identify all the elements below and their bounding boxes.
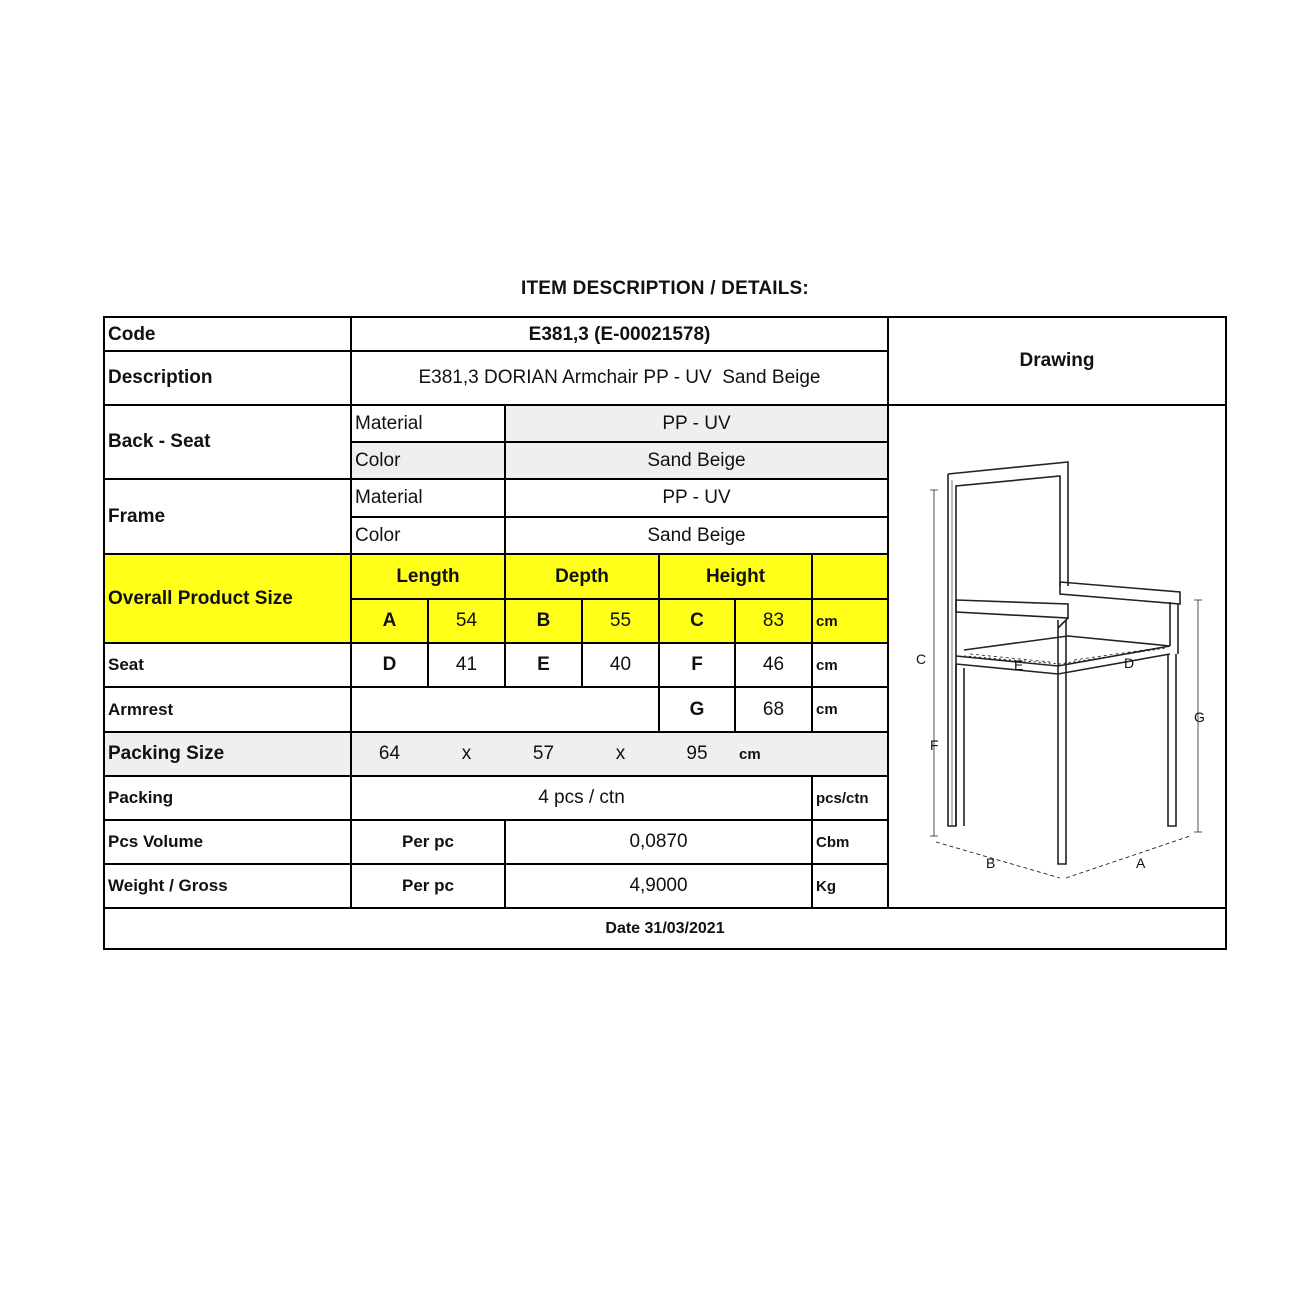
- page-title: ITEM DESCRIPTION / DETAILS:: [521, 278, 809, 299]
- dim-c-letter: C: [690, 610, 704, 631]
- dim-d-letter: D: [382, 654, 397, 675]
- packing-size-unit: cm: [739, 745, 761, 763]
- pcs-volume-per: Per pc: [402, 832, 454, 851]
- dim-a-letter: A: [382, 610, 397, 631]
- description-value: E381,3 DORIAN Armchair PP - UV Sand Beige: [418, 367, 821, 388]
- back-seat-material-label: Material: [355, 412, 423, 434]
- dim-e-letter: E: [537, 654, 550, 675]
- date-footer: Date 31/03/2021: [605, 919, 725, 937]
- back-seat-color: Sand Beige: [647, 449, 746, 471]
- packing-label: Packing: [108, 788, 174, 807]
- packing-size-width: 57: [532, 743, 555, 764]
- packing-size-label: Packing Size: [108, 743, 225, 764]
- dim-b-letter: B: [536, 610, 551, 631]
- drawing-header: Drawing: [1019, 350, 1095, 371]
- overall-unit: cm: [816, 612, 838, 630]
- drawing-label-f: F: [930, 737, 939, 753]
- dim-e-value: 40: [609, 654, 632, 675]
- pcs-volume-unit: Cbm: [816, 833, 850, 851]
- code-value: E381,3 (E-00021578): [528, 323, 711, 345]
- packing-value: 4 pcs / ctn: [538, 787, 625, 808]
- back-seat-label: Back - Seat: [108, 431, 211, 452]
- drawing-label-d: D: [1124, 655, 1135, 671]
- frame-label: Frame: [108, 505, 166, 527]
- dim-b-value: 55: [609, 610, 632, 631]
- dim-g-letter: G: [689, 698, 705, 720]
- length-header: Length: [396, 565, 460, 587]
- packing-size-x2: x: [615, 743, 626, 764]
- dim-f-letter: F: [691, 654, 703, 675]
- frame-color: Sand Beige: [647, 524, 746, 546]
- frame-material: PP - UV: [662, 487, 731, 508]
- dim-c-value: 83: [762, 610, 785, 631]
- drawing-label-g: G: [1194, 709, 1205, 725]
- packing-unit: pcs/ctn: [816, 789, 869, 807]
- pcs-volume-label: Pcs Volume: [108, 832, 204, 851]
- code-label: Code: [108, 323, 156, 345]
- back-seat-color-label: Color: [355, 449, 401, 471]
- overall-label: Overall Product Size: [108, 587, 293, 609]
- dim-d-value: 41: [455, 654, 478, 675]
- weight-label: Weight / Gross: [108, 876, 228, 895]
- dim-g-value: 68: [762, 698, 785, 720]
- seat-unit: cm: [816, 656, 838, 674]
- drawing-label-b: B: [986, 855, 996, 871]
- depth-header: Depth: [555, 565, 609, 587]
- spec-table: [103, 316, 1227, 950]
- pcs-volume-value: 0,0870: [629, 831, 688, 852]
- weight-unit: Kg: [816, 877, 836, 895]
- dim-a-value: 54: [455, 610, 478, 631]
- armrest-unit: cm: [816, 701, 838, 718]
- weight-per: Per pc: [402, 876, 454, 895]
- armrest-label: Armrest: [108, 699, 174, 719]
- seat-label: Seat: [108, 655, 144, 674]
- grid-line: [887, 318, 889, 907]
- chair-drawing-svg: [890, 406, 1227, 908]
- frame-color-label: Color: [355, 524, 401, 546]
- drawing-label-a: A: [1136, 855, 1146, 871]
- chair-drawing: [890, 406, 1227, 908]
- dim-f-value: 46: [762, 654, 785, 675]
- drawing-label-e: E: [1014, 657, 1024, 673]
- packing-size-x1: x: [461, 743, 472, 764]
- drawing-label-c: C: [916, 651, 927, 667]
- packing-size-length: 64: [378, 743, 401, 764]
- description-label: Description: [108, 367, 213, 388]
- packing-size-height: 95: [686, 743, 708, 764]
- height-header: Height: [705, 565, 766, 587]
- frame-material-label: Material: [355, 487, 423, 508]
- back-seat-material: PP - UV: [662, 412, 731, 434]
- weight-value: 4,9000: [629, 875, 688, 896]
